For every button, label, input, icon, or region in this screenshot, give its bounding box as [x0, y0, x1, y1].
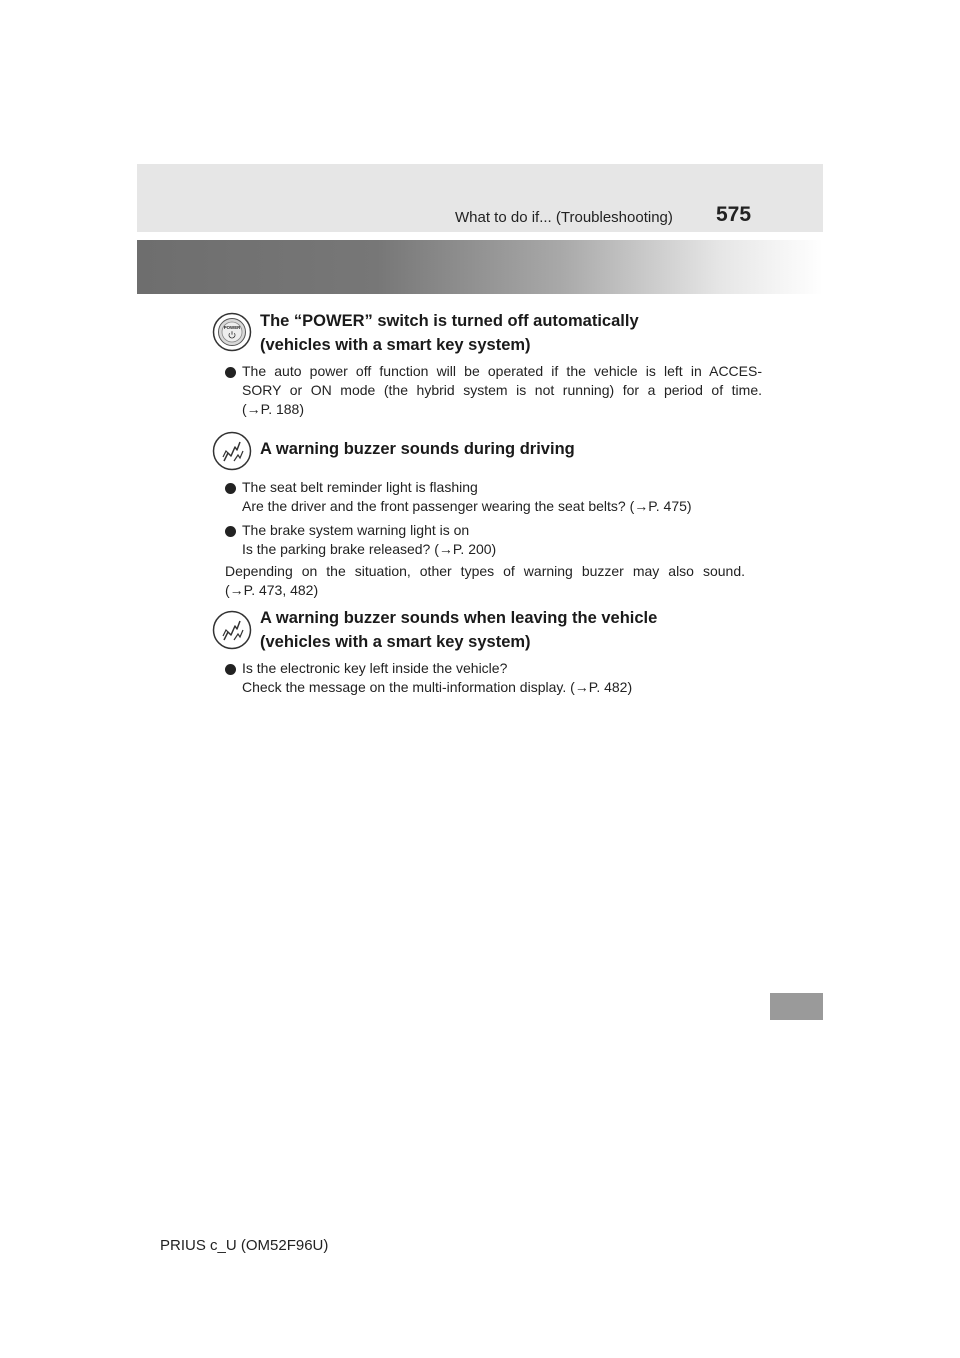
power-label: POWER	[223, 325, 241, 330]
list-item: Is the electronic key left inside the vehicle? Check the message on the multi-information display. (→P. 482)	[225, 659, 632, 697]
section-gradient-bar	[137, 240, 823, 294]
bullet-dot	[225, 526, 236, 537]
bullet-dot	[225, 483, 236, 494]
list-item: The seat belt reminder light is flashing Are the driver and the front passenger wearing the seat belts? (→P. 475)	[225, 478, 692, 516]
section-title-buzzer-leaving: A warning buzzer sounds when leaving the vehicle (vehicles with a smart key system)	[260, 609, 658, 651]
chapter-tab-marker	[770, 993, 823, 1020]
list-item: The brake system warning light is on Is the parking brake released? (→P. 200)	[225, 521, 496, 559]
section-title-buzzer-driving: A warning buzzer sounds during driving	[260, 440, 575, 458]
page-number: 575	[716, 203, 752, 226]
chapter-title: What to do if... (Troubleshooting)	[455, 209, 673, 226]
list-item: The auto power off function will be operated if the vehicle is left in ACCES- SORY or ON mode (the hybrid system is not running) for a period of time. (→P. 188)	[225, 362, 762, 419]
document-code: PRIUS c_U (OM52F96U)	[160, 1237, 329, 1254]
power-switch-icon	[212, 312, 252, 352]
warning-buzzer-icon	[212, 431, 252, 471]
section-title-power-off: The “POWER” switch is turned off automatically (vehicles with a smart key system)	[260, 312, 639, 354]
note-paragraph: Depending on the situation, other types of warning buzzer may also sound. (→P. 473, 482)	[225, 563, 745, 598]
warning-buzzer-icon	[212, 610, 252, 650]
bullet-dot	[225, 367, 236, 378]
bullet-dot	[225, 664, 236, 675]
